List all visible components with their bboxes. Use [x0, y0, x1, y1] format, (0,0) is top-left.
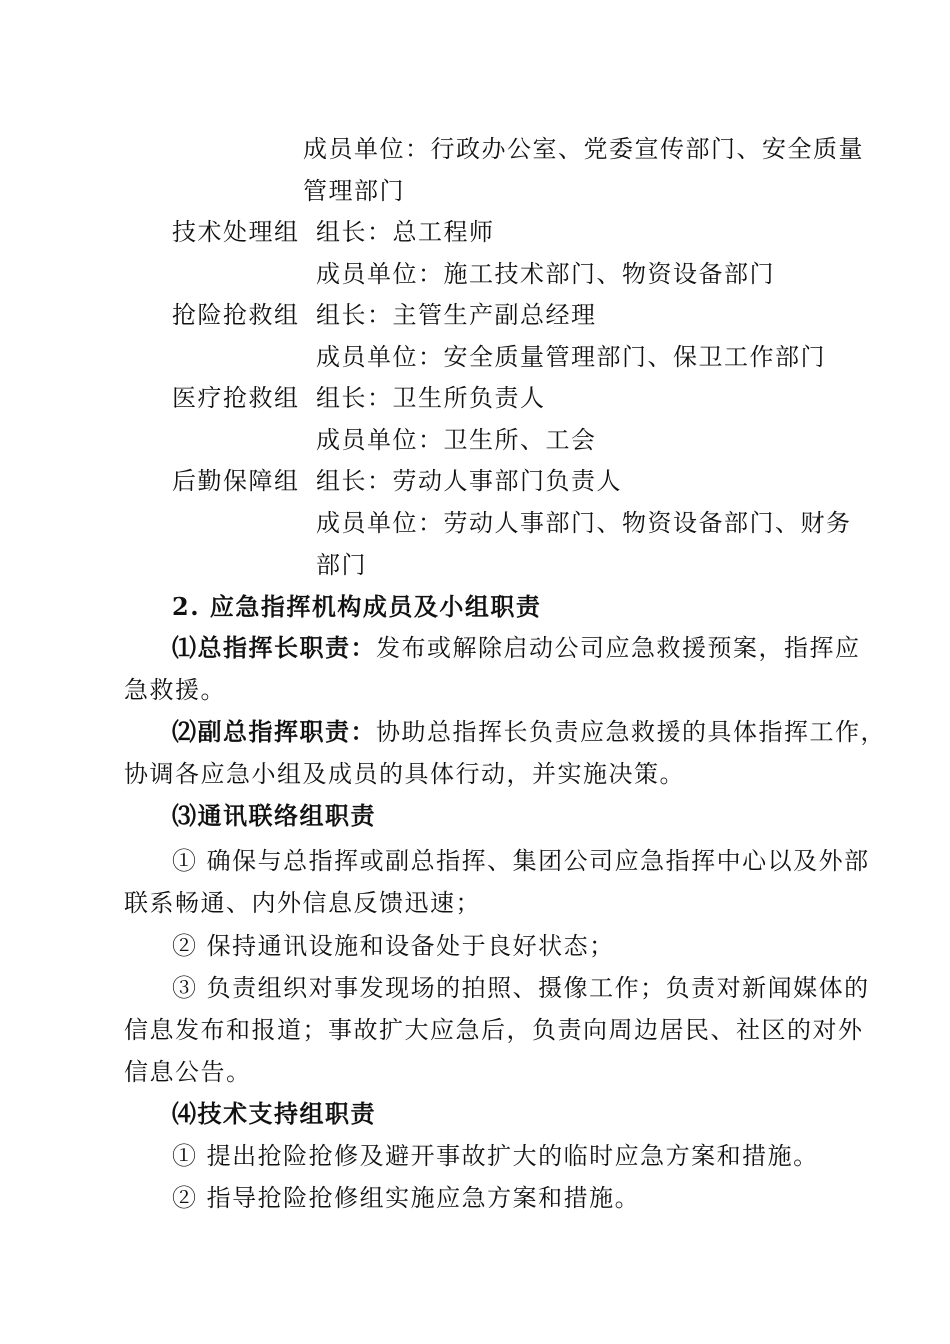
duty-commander-label: ⑴总指挥长职责：: [172, 633, 376, 662]
comm-duty-2: ② 保持通讯设施和设备处于良好状态；: [172, 932, 615, 960]
tech-duty-2: ② 指导抢险抢修组实施应急方案和措施。: [172, 1184, 641, 1212]
group-leader-rescue: 组长：主管生产副总经理: [316, 301, 597, 329]
group-members-logistics-line2: 部门: [316, 551, 367, 579]
duty-comm-heading: ⑶通讯联络组职责: [172, 801, 376, 830]
duty-commander-line1: [172, 627, 861, 669]
group-name-rescue: 抢险抢救组: [172, 301, 300, 329]
intro-members-line2: 管理部门: [303, 177, 405, 205]
duty-deputy-line2: 协调各应急小组及成员的具体行动，并实施决策。: [124, 760, 685, 788]
duty-deputy-line1: [172, 711, 886, 753]
group-members-medical: 成员单位：卫生所、工会: [316, 426, 597, 454]
intro-members-line1: 成员单位：行政办公室、党委宣传部门、安全质量: [303, 135, 864, 163]
duty-commander-text: 发布或解除启动公司应急救援预案，指挥应: [376, 634, 861, 662]
duty-deputy-text: 协助总指挥长负责应急救援的具体指挥工作，: [376, 718, 886, 746]
comm-duty-1-line2: 联系畅通、内外信息反馈迅速；: [124, 889, 481, 917]
group-name-logistics: 后勤保障组: [172, 467, 300, 495]
group-leader-logistics: 组长：劳动人事部门负责人: [316, 467, 622, 495]
comm-duty-3-line2: 信息发布和报道；事故扩大应急后，负责向周边居民、社区的对外: [124, 1016, 864, 1044]
comm-duty-3-line1: ③ 负责组织对事发现场的拍照、摄像工作；负责对新闻媒体的: [172, 974, 870, 1002]
group-members-rescue: 成员单位：安全质量管理部门、保卫工作部门: [316, 343, 826, 371]
comm-duty-3-line3: 信息公告。: [124, 1058, 252, 1086]
comm-duty-1-line1: ① 确保与总指挥或副总指挥、集团公司应急指挥中心以及外部: [172, 847, 870, 875]
tech-duty-1: ① 提出抢险抢修及避开事故扩大的临时应急方案和措施。: [172, 1142, 819, 1170]
group-leader-tech: 组长：总工程师: [316, 218, 495, 246]
group-leader-medical: 组长：卫生所负责人: [316, 384, 546, 412]
duty-deputy-label: ⑵副总指挥职责：: [172, 717, 376, 746]
group-name-medical: 医疗抢救组: [172, 384, 300, 412]
group-members-logistics-line1: 成员单位：劳动人事部门、物资设备部门、财务: [316, 509, 852, 537]
duty-commander-line2: 急救援。: [124, 676, 226, 704]
group-name-tech: 技术处理组: [172, 218, 300, 246]
group-members-tech: 成员单位：施工技术部门、物资设备部门: [316, 260, 775, 288]
section-heading: 2. 应急指挥机构成员及小组职责: [172, 592, 542, 621]
duty-tech-heading: ⑷技术支持组职责: [172, 1099, 376, 1128]
